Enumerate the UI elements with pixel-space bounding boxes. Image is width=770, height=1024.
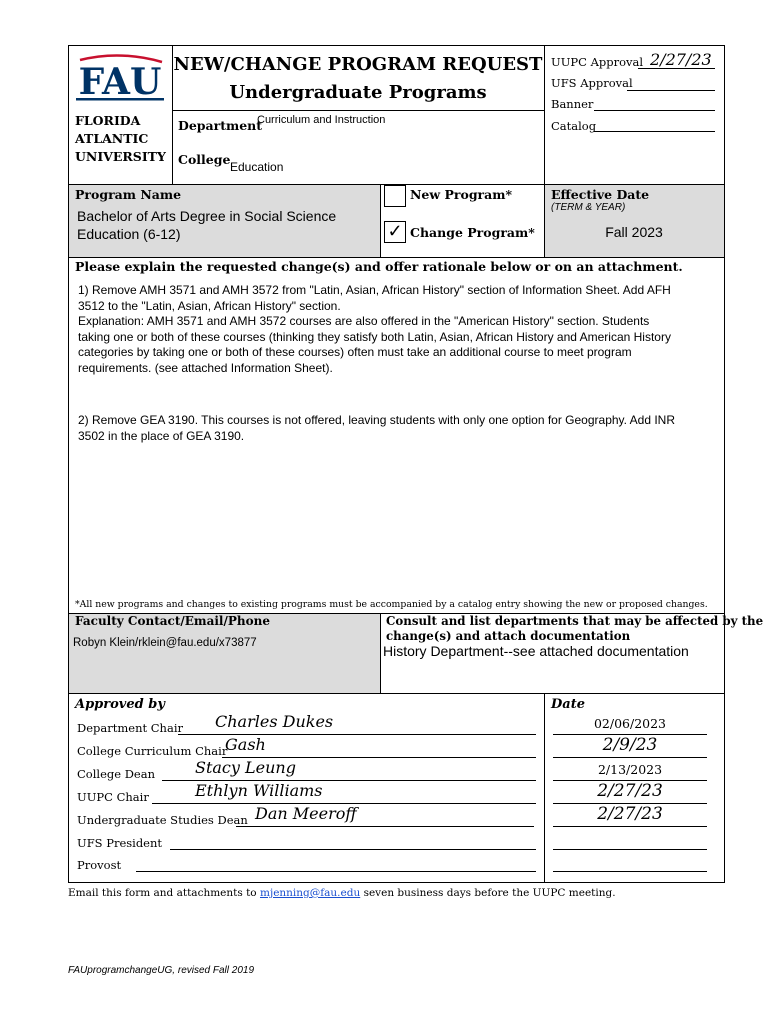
logo-wordmark: FAU <box>78 61 162 103</box>
change-program-label: Change Program* <box>410 225 535 240</box>
date-line[interactable] <box>553 757 707 758</box>
department-label: Department <box>178 118 263 133</box>
ufs-approval-label: UFS Approval <box>551 76 633 90</box>
divider <box>172 110 544 111</box>
fau-logo <box>74 54 166 104</box>
program-name-label: Program Name <box>75 187 182 202</box>
form-subtitle: Undergraduate Programs <box>229 82 487 103</box>
explain-heading: Please explain the requested change(s) and offer rationale below or on an attachment. <box>75 259 683 274</box>
explanation-block-1 <box>78 283 671 377</box>
signoff-role: UFS President <box>77 836 163 850</box>
banner-label: Banner <box>551 97 594 111</box>
signature-line[interactable] <box>136 871 536 872</box>
date-line[interactable] <box>553 826 707 827</box>
signature: Stacy Leung <box>195 758 296 777</box>
consult-label-line: Consult and list departments that may be affected by the <box>386 614 764 628</box>
signature: Charles Dukes <box>215 712 334 731</box>
uupc-approval-label: UUPC Approval <box>551 55 644 69</box>
divider <box>380 613 381 693</box>
explanation-line: 3512 to the "Latin, Asian, African History" section. <box>78 298 341 313</box>
explanation-line: Explanation: AMH 3571 and AMH 3572 courses are also offered in the "American History" section. Students <box>78 314 650 329</box>
divider <box>380 184 381 257</box>
term-year-hint: (TERM & YEAR) <box>551 202 626 213</box>
ufs-approval-line <box>627 90 715 91</box>
signoff-role: Undergraduate Studies Dean <box>77 813 248 827</box>
explanation-line: requirements. (see attached Information Sheet). <box>78 360 333 375</box>
signoff-role: College Dean <box>77 767 155 781</box>
consult-label <box>386 614 763 644</box>
approved-by-label: Approved by <box>75 697 165 712</box>
email-suffix: seven business days before the UUPC meeting. <box>363 887 616 899</box>
signature: Ethlyn Williams <box>195 781 323 800</box>
signoff-date: 2/27/23 <box>597 781 663 801</box>
college-value: Education <box>230 160 284 174</box>
explanation-line: 1) Remove AMH 3571 and AMH 3572 from "Latin, Asian, African History" section of Information Sheet. Add AFH <box>78 283 671 297</box>
signoff-role: College Curriculum Chair <box>77 744 228 758</box>
catalog-footnote: *All new programs and changes to existing programs must be accompanied by a catalog entry showing the new or proposed changes. <box>75 599 708 610</box>
divider <box>68 693 725 694</box>
program-name-value: Bachelor of Arts Degree in Social Science Education (6-12) <box>77 208 337 242</box>
email-prefix: Email this form and attachments to <box>68 887 257 899</box>
faculty-contact-value: Robyn Klein/rklein@fau.edu/x73877 <box>73 637 257 649</box>
date-line[interactable] <box>553 871 707 872</box>
divider <box>544 693 545 883</box>
university-name <box>75 112 166 166</box>
consult-value: History Department--see attached documentation <box>383 643 689 659</box>
catalog-label: Catalog <box>551 119 597 133</box>
signature: Gash <box>225 735 266 754</box>
department-value: Curriculum and Instruction <box>257 114 386 126</box>
signoff-date: 02/06/2023 <box>593 716 667 731</box>
effective-date-label: Effective Date <box>551 187 650 202</box>
signoff-date: 2/13/2023 <box>597 762 663 777</box>
signoff-role: Department Chair <box>77 721 183 735</box>
change-program-checkbox[interactable]: ✓ <box>384 221 406 243</box>
email-instructions <box>68 887 616 899</box>
explanation-line: categories by taking one or both of these courses) often must take an additional course to meet program <box>78 345 632 360</box>
explanation-line: 3502 in the place of GEA 3190. <box>78 428 245 443</box>
college-label: College <box>178 152 231 167</box>
university-line: UNIVERSITY <box>75 149 166 164</box>
date-label: Date <box>551 697 585 712</box>
date-line[interactable] <box>553 849 707 850</box>
revision-note: FAUprogramchangeUG, revised Fall 2019 <box>68 965 255 976</box>
signoff-role: UUPC Chair <box>77 790 149 804</box>
catalog-line <box>594 131 715 132</box>
signoff-date: 2/9/23 <box>602 735 658 755</box>
signature-line[interactable] <box>236 826 534 827</box>
form-title: NEW/CHANGE PROGRAM REQUEST <box>173 54 543 75</box>
uupc-approval-value: 2/27/23 <box>650 50 712 69</box>
explanation-line: taking one or both of these courses (thinking they satisfy both Latin, Asian, African History and American History <box>78 329 671 344</box>
faculty-contact-label: Faculty Contact/Email/Phone <box>75 614 270 628</box>
explanation-line: 2) Remove GEA 3190. This courses is not offered, leaving students with only one option for Geography. Add INR <box>78 413 676 427</box>
banner-line <box>594 110 715 111</box>
effective-date-value: Fall 2023 <box>605 224 663 240</box>
signoff-date: 2/27/23 <box>597 804 663 824</box>
new-program-checkbox[interactable] <box>384 185 406 207</box>
signature: Dan Meeroff <box>255 804 357 823</box>
explanation-block-2 <box>78 413 675 444</box>
new-program-label: New Program* <box>410 187 513 202</box>
divider <box>68 257 725 258</box>
signoff-role: Provost <box>77 858 122 872</box>
consult-label-line: change(s) and attach documentation <box>386 629 631 643</box>
university-line: FLORIDA <box>75 113 141 128</box>
email-link[interactable]: mjenning@fau.edu <box>259 887 361 899</box>
signature-line[interactable] <box>170 849 536 850</box>
university-line: ATLANTIC <box>75 131 149 146</box>
